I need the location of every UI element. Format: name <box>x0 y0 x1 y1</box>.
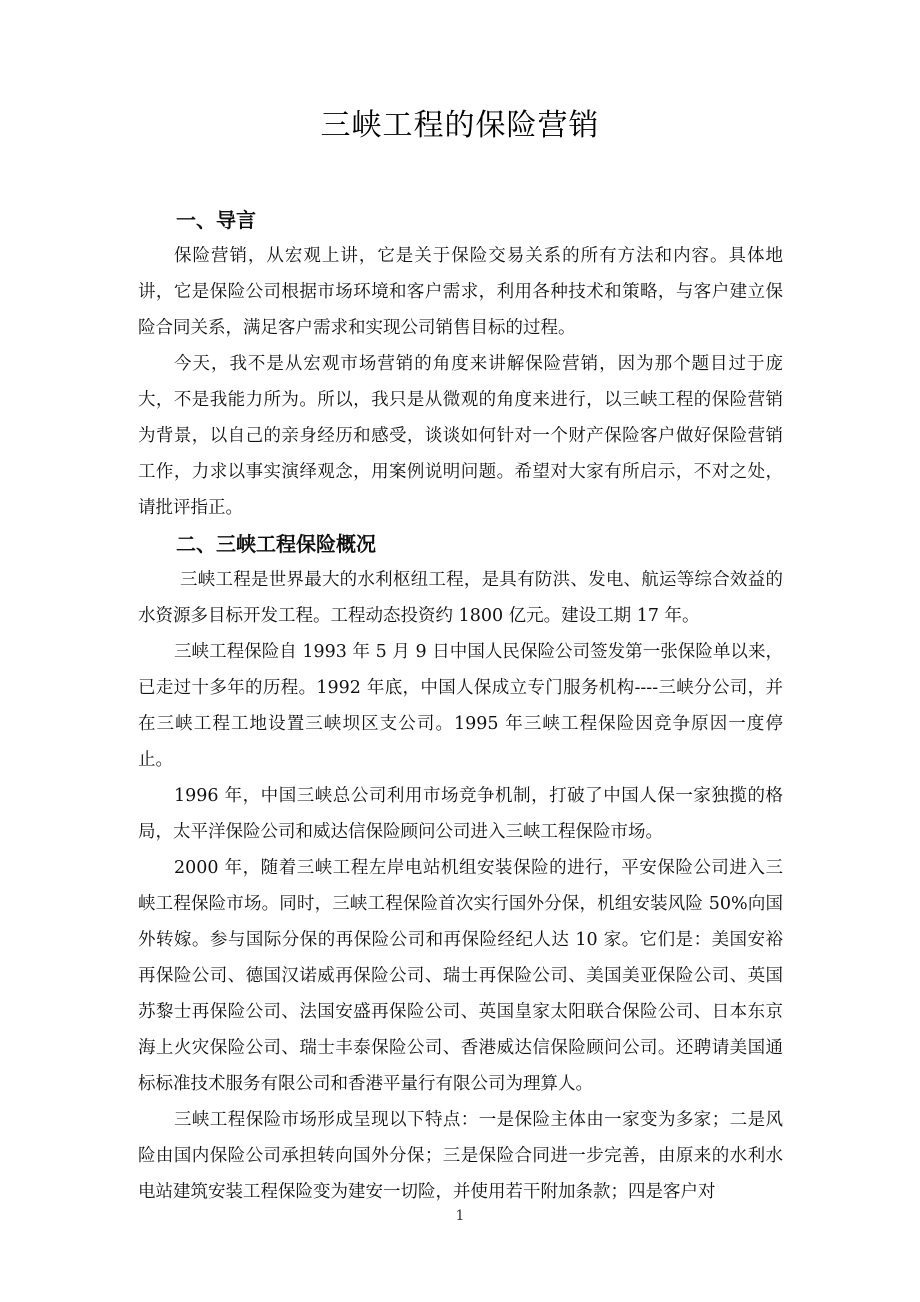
paragraph: 三峡工程是世界最大的水利枢纽工程，是具有防洪、发电、航运等综合效益的水资源多目标开发工程。工程动态投资约 1800 亿元。建设工期 17 年。 <box>138 570 783 626</box>
paragraph: 三峡工程保险自 1993 年 5 月 9 日中国人民保险公司签发第一张保险单以来，已走过十多年的历程。1992 年底，中国人保成立专门服务机构----三峡分公司，并在三峡工程工地设置三峡坝区支公司。1995 年三峡工程保险因竞争原因一度停止。 <box>138 642 783 770</box>
section-heading-overview: 二、三峡工程保险概况 <box>176 532 376 556</box>
document-body <box>138 202 783 1210</box>
paragraph: 今天，我不是从宏观市场营销的角度来讲解保险营销，因为那个题目过于庞大，不是我能力所为。所以，我只是从微观的角度来进行，以三峡工程的保险营销为背景，以自己的亲身经历和感受，谈谈如何针对一个财产保险客户做好保险营销工作，力求以事实演绎观念，用案例说明问题。希望对大家有所启示，不对之处，请批评指正。 <box>138 354 783 518</box>
page-number: 1 <box>455 1208 465 1224</box>
paragraph: 三峡工程保险市场形成呈现以下特点：一是保险主体由一家变为多家；二是风险由国内保险公司承担转向国外分保；三是保险合同进一步完善，由原来的水利水电站建筑安装工程保险变为建安一切险，并使用若干附加条款；四是客户对 <box>138 1110 783 1202</box>
paragraph: 1996 年，中国三峡总公司利用市场竞争机制，打破了中国人保一家独揽的格局，太平洋保险公司和威达信保险顾问公司进入三峡工程保险市场。 <box>138 786 783 842</box>
document-title: 三峡工程的保险营销 <box>320 108 600 143</box>
section-heading-introduction: 一、导言 <box>176 208 256 232</box>
paragraph: 2000 年，随着三峡工程左岸电站机组安装保险的进行，平安保险公司进入三峡工程保险市场。同时，三峡工程保险首次实行国外分保，机组安装风险 50%向国外转嫁。参与国际分保的再保险公司和再保险经纪人达 10 家。它们是：美国安裕再保险公司、德国汉诺威再保险公司、瑞士再保险公司、美国美亚保险公司、英国苏黎士再保险公司、法国安盛再保险公司、英国皇家太阳联合保险公司、日本东京海上火灾保险公司、瑞士丰泰保险公司、香港威达信保险顾问公司。还聘请美国通标标准技术服务有限公司和香港平量行有限公司为理算人。 <box>138 858 783 1094</box>
paragraph: 保险营销，从宏观上讲，它是关于保险交易关系的所有方法和内容。具体地讲，它是保险公司根据市场环境和客户需求，利用各种技术和策略，与客户建立保险合同关系，满足客户需求和实现公司销售目标的过程。 <box>138 246 783 338</box>
